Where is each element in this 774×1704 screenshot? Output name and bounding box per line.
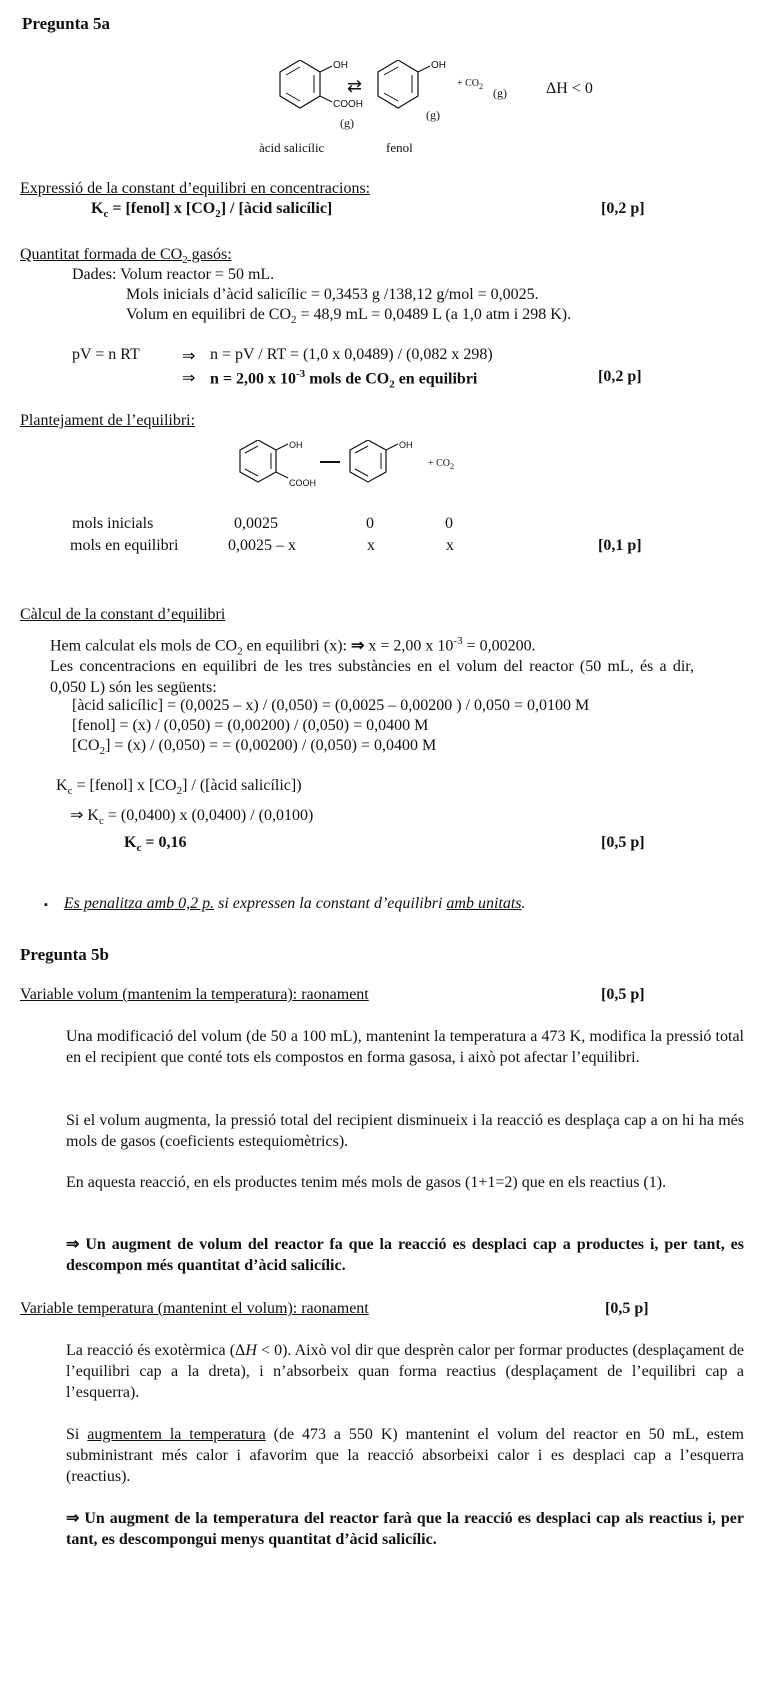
- volume-paragraph-1: Una modificació del volum (de 50 a 100 mL), mantenint la temperatura a 473 K, modifica la pressió total en el recipient que conté tots els compostos en forma gasosa, i això pot afectar l’equilibri.: [66, 1028, 744, 1066]
- initial-moles-label: mols inicials: [72, 515, 154, 532]
- kc-expression-points: [0,2 p]: [601, 200, 645, 217]
- kc-formula-end: ] / [àcid salicílic]: [220, 200, 333, 217]
- penalty-units: amb unitats: [446, 895, 522, 912]
- calc-concentrations-intro: Les concentracions en equilibri de les tres substàncies en el volum del reactor (50 mL, és a dir, 0,050 L) són les següents:: [50, 658, 694, 696]
- temperature-conclusion-text: Un augment de la temperatura del reactor farà que la reacció es desplaci cap als reactius i, per tant, es descompongui menys quantitat d’àcid salicílic.: [66, 1510, 744, 1548]
- question-5a-title: Pregunta 5a: [22, 14, 110, 33]
- enthalpy-label: ΔH < 0: [546, 80, 593, 97]
- co2-subscript: 2: [176, 785, 183, 798]
- setup-co2-label: [428, 458, 454, 471]
- temperature-p1-start: La reacció és exotèrmica (Δ: [66, 1342, 246, 1359]
- temperature-p2-start: Si: [66, 1426, 88, 1443]
- calc-moles-mid: en equilibri (x):: [242, 637, 351, 655]
- conc-co2-text: [CO: [72, 737, 100, 754]
- implies-arrow-icon: ⇒: [70, 807, 84, 824]
- kc-formula-line: [56, 777, 302, 797]
- equilibrium-moles-label: mols en equilibri: [70, 537, 179, 554]
- setup-phenol-oh: OH: [399, 440, 413, 450]
- conc-co2: [72, 737, 436, 757]
- kc-expression-formula: [91, 200, 332, 220]
- penalty-amount: Es penalitza amb 0,2 p.: [63, 895, 215, 912]
- setup-salicylic-oh: OH: [289, 440, 303, 450]
- data-co2-volume-line: [126, 306, 571, 326]
- salicylic-oh-label: OH: [333, 60, 348, 71]
- equilibrium-moles-salicylic: 0,0025 – x: [228, 537, 296, 554]
- reaction-scheme: [260, 60, 600, 140]
- conc-phenol: [fenol] = (x) / (0,050) = (0,00200) / (0,050) = 0,0400 M: [72, 717, 429, 734]
- co2-heading-text: Quantitat formada de CO: [20, 246, 183, 263]
- implies-arrow-icon: ⇒: [66, 1236, 80, 1253]
- co2-subscript: 2: [479, 82, 484, 91]
- equilibrium-arrows: ⇄: [347, 76, 363, 96]
- kc-formula-end: ] / ([àcid salicílic]): [182, 777, 302, 794]
- temperature-increase-phrase: augmentem la temperatura: [87, 1426, 266, 1443]
- co2-volume-subscript: 2: [291, 314, 297, 327]
- initial-moles-co2: 0: [445, 515, 453, 532]
- volume-conclusion: [66, 1234, 744, 1276]
- setup-structures-drawing: [236, 440, 456, 500]
- calc-moles-end: = 0,00200.: [462, 637, 536, 655]
- penalty-end: .: [521, 895, 526, 912]
- co2-subscript: 2: [215, 208, 221, 221]
- kc-subscript: c: [67, 785, 73, 798]
- setup-salicylic-cooh: COOH: [289, 478, 316, 488]
- volume-variable-points: [0,5 p]: [601, 986, 645, 1003]
- kc-calculation-points: [0,5 p]: [601, 834, 645, 851]
- co2-plus-text: + CO: [457, 78, 480, 89]
- temperature-paragraph-2: [66, 1424, 744, 1487]
- co2-heading-subscript: 2: [182, 254, 188, 267]
- salicylic-acid-caption: àcid salicílic: [259, 140, 325, 155]
- kc-symbol: K: [56, 777, 68, 794]
- calc-moles-text: Hem calculat els mols de CO: [50, 637, 238, 655]
- co2-heading-end: gasós:: [187, 246, 232, 263]
- kc-calculation-heading: Càlcul de la constant d’equilibri: [20, 606, 226, 623]
- co2-quantity-points: [0,2 p]: [598, 368, 642, 385]
- data-initial-moles-line: Mols inicials d’àcid salicílic = 0,3453 g /138,12 g/mol = 0,0025.: [126, 286, 539, 303]
- kc-formula-mid: = [fenol] x [CO: [108, 200, 216, 217]
- co2-quantity-heading: [20, 246, 232, 266]
- kc-subscript: c: [103, 208, 109, 221]
- kc-subscript: c: [98, 815, 104, 828]
- moles-calculation: n = pV / RT = (1,0 x 0,0489) / (0,082 x 298): [210, 346, 493, 363]
- calc-moles-line: [50, 635, 536, 658]
- temperature-variable-points: [0,5 p]: [605, 1300, 649, 1317]
- kc-substitution: = (0,0400) x (0,0400) / (0,0100): [103, 807, 314, 824]
- kc-expression-heading: Expressió de la constant d’equilibri en concentracions:: [20, 180, 371, 197]
- moles-result-end: en equilibri: [394, 370, 478, 388]
- volume-conclusion-text: Un augment de volum del reactor fa que la reacció es desplaci cap a productes i, per tant, es descompon més quantitat d’àcid salicílic.: [66, 1236, 744, 1274]
- co2-product-label: [457, 78, 483, 91]
- temperature-conclusion: [66, 1508, 744, 1550]
- implies-arrow-2: ⇒: [182, 370, 196, 387]
- kc-symbol: K: [124, 834, 137, 851]
- conc-co2-value: ] = (x) / (0,050) = = (0,00200) / (0,050) = 0,0400 M: [105, 737, 437, 754]
- phenol-oh-label: OH: [431, 60, 446, 71]
- moles-result: [210, 368, 477, 391]
- penalty-note: [44, 895, 526, 913]
- co2-volume-value: = 48,9 mL = 0,0489 L (a 1,0 atm i 298 K).: [296, 306, 572, 323]
- kc-subscript: c: [136, 842, 142, 855]
- calc-moles-value: x = 2,00 x 10: [364, 637, 454, 655]
- implies-arrow-icon: ⇒: [350, 637, 365, 655]
- initial-moles-salicylic: 0,0025: [234, 515, 278, 532]
- temperature-paragraph-1: [66, 1340, 744, 1403]
- reaction-structures-drawing: [260, 60, 600, 140]
- kc-formula-mid: = [fenol] x [CO: [72, 777, 177, 794]
- moles-result-exponent: -3: [296, 368, 306, 380]
- setup-co2-subscript: 2: [450, 462, 455, 471]
- calc-moles-subscript: 2: [237, 645, 243, 658]
- question-5b-title: Pregunta 5b: [20, 945, 109, 964]
- kc-value: = 0,16: [141, 834, 187, 851]
- implies-arrow-icon: ⇒: [66, 1510, 80, 1527]
- penalty-text: si expressen la constant d’equilibri: [214, 895, 447, 912]
- salicylic-cooh-label: COOH: [333, 99, 363, 110]
- moles-result-text: n = 2,00 x 10: [210, 370, 297, 388]
- ideal-gas-law: pV = n RT: [72, 346, 140, 363]
- kc-substitution-line: [70, 805, 313, 827]
- conc-co2-subscript: 2: [99, 745, 106, 758]
- implies-arrow-1: ⇒: [182, 348, 196, 365]
- phenol-gas-state: (g): [426, 108, 440, 122]
- moles-result-mid: mols de CO: [305, 370, 390, 388]
- kc-symbol: K: [83, 807, 99, 824]
- temperature-variable-heading: Variable temperatura (mantenint el volum): raonament: [20, 1300, 369, 1317]
- kc-symbol: K: [91, 200, 104, 217]
- enthalpy-symbol: H: [245, 1342, 257, 1359]
- volume-variable-heading: Variable volum (mantenim la temperatura): raonament: [20, 986, 369, 1003]
- equilibrium-setup-heading: Plantejament de l’equilibri:: [20, 412, 196, 429]
- co2-subscript: 2: [389, 378, 395, 391]
- co2-gas-state: (g): [493, 86, 507, 100]
- setup-reaction-scheme: [236, 440, 456, 500]
- bullet-icon: ▪: [44, 899, 48, 911]
- salicylic-gas-state: (g): [340, 116, 354, 130]
- equilibrium-setup-points: [0,1 p]: [598, 537, 642, 554]
- setup-co2-text: + CO: [428, 458, 451, 469]
- phenol-caption: fenol: [386, 140, 413, 155]
- equilibrium-moles-phenol: x: [367, 537, 375, 554]
- co2-volume-text: Volum en equilibri de CO: [126, 306, 292, 323]
- temperature-p1-rest: < 0). Això vol dir que desprèn calor per formar productes (desplaçament de l’equilibri cap a la dreta), i n’absorbeix quan forma reactius (desplaçament de l’equilibri cap a l’esquerra).: [66, 1342, 745, 1401]
- kc-result: [124, 834, 186, 854]
- data-volume-line: Dades: Volum reactor = 50 mL.: [72, 266, 275, 283]
- volume-paragraph-2: Si el volum augmenta, la pressió total del recipient disminueix i la reacció es desplaça cap a on hi ha més mols de gasos (coeficients estequiomètrics).: [66, 1112, 744, 1150]
- temperature-p2-rest: (de 473 a 550 K) mantenint el volum del reactor en 50 mL, estem subministrant més calor i afavorim que la reacció absorbeixi calor i es desplaci cap a l’esquerra (reactius).: [66, 1426, 745, 1485]
- volume-paragraph-3: En aquesta reacció, en els productes tenim més mols de gasos (1+1=2) que en els reactius (1).: [66, 1174, 667, 1191]
- calc-moles-exponent: -3: [453, 635, 463, 647]
- equilibrium-moles-co2: x: [446, 537, 454, 554]
- initial-moles-phenol: 0: [366, 515, 374, 532]
- conc-salicylic: [àcid salicílic] = (0,0025 – x) / (0,050) = (0,0025 – 0,00200 ) / 0,050 = 0,0100 M: [72, 697, 590, 714]
